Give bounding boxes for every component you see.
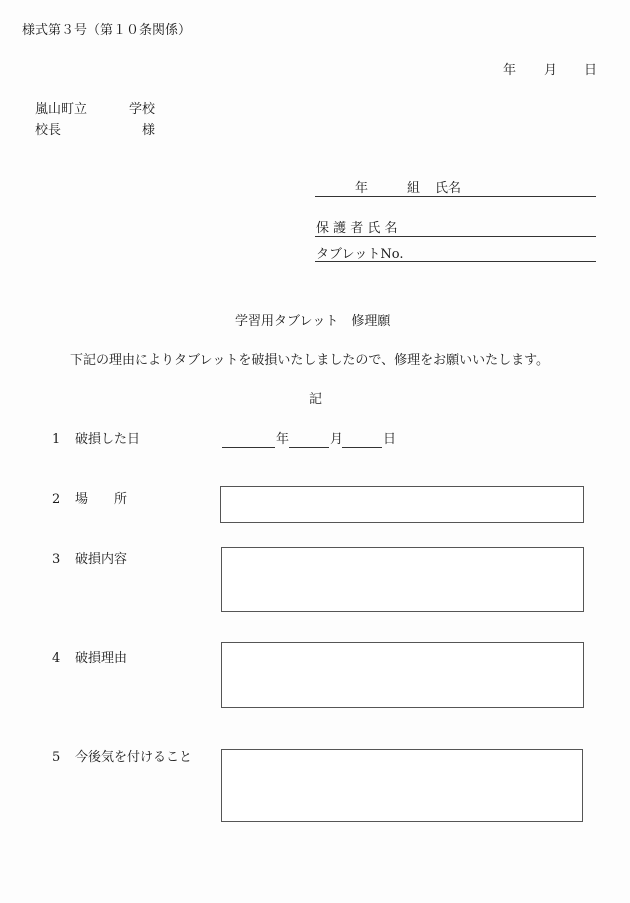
date-month-label: 月: [544, 63, 558, 78]
item-1-label: 破損した日: [75, 432, 141, 447]
school-prefix: 嵐山町立: [35, 102, 88, 117]
future-care-box[interactable]: [221, 749, 583, 822]
ki-heading: 記: [309, 392, 323, 407]
item-1-number: 1: [52, 432, 61, 447]
damage-month-field[interactable]: [289, 447, 329, 448]
damage-year-label: 年: [276, 432, 290, 447]
damage-day-label: 日: [383, 432, 397, 447]
date-year-label: 年: [503, 63, 517, 78]
damage-reason-box[interactable]: [221, 642, 584, 708]
item-4-number: 4: [52, 651, 61, 666]
item-4-label: 破損理由: [75, 651, 128, 666]
honorific: 様: [142, 123, 156, 138]
student-name-label: 氏名: [435, 181, 462, 196]
location-box[interactable]: [220, 486, 584, 523]
item-3-number: 3: [52, 552, 61, 567]
guardian-label: 保 護 者 氏 名: [316, 221, 398, 236]
damage-month-label: 月: [330, 432, 344, 447]
student-year-label: 年: [355, 181, 369, 196]
item-2-label: 場 所: [75, 492, 128, 507]
intro-text: 下記の理由によりタブレットを破損いたしましたので、修理をお願いいたします。: [70, 353, 550, 368]
damage-year-field[interactable]: [222, 447, 275, 448]
item-5-label: 今後気を付けること: [75, 750, 193, 765]
page-title: 学習用タブレット 修理願: [235, 314, 391, 329]
school-suffix: 学校: [129, 102, 156, 117]
student-line[interactable]: [315, 196, 596, 197]
item-5-number: 5: [52, 750, 61, 765]
item-3-label: 破損内容: [75, 552, 128, 567]
tablet-number-label: タブレットNo.: [316, 247, 404, 262]
guardian-line[interactable]: [315, 236, 596, 237]
principal-label: 校長: [35, 123, 62, 138]
form-number: 様式第３号（第１０条関係）: [22, 23, 192, 38]
date-day-label: 日: [584, 63, 598, 78]
damage-day-field[interactable]: [342, 447, 382, 448]
student-class-label: 組: [407, 181, 421, 196]
damage-content-box[interactable]: [221, 547, 584, 612]
item-2-number: 2: [52, 492, 61, 507]
